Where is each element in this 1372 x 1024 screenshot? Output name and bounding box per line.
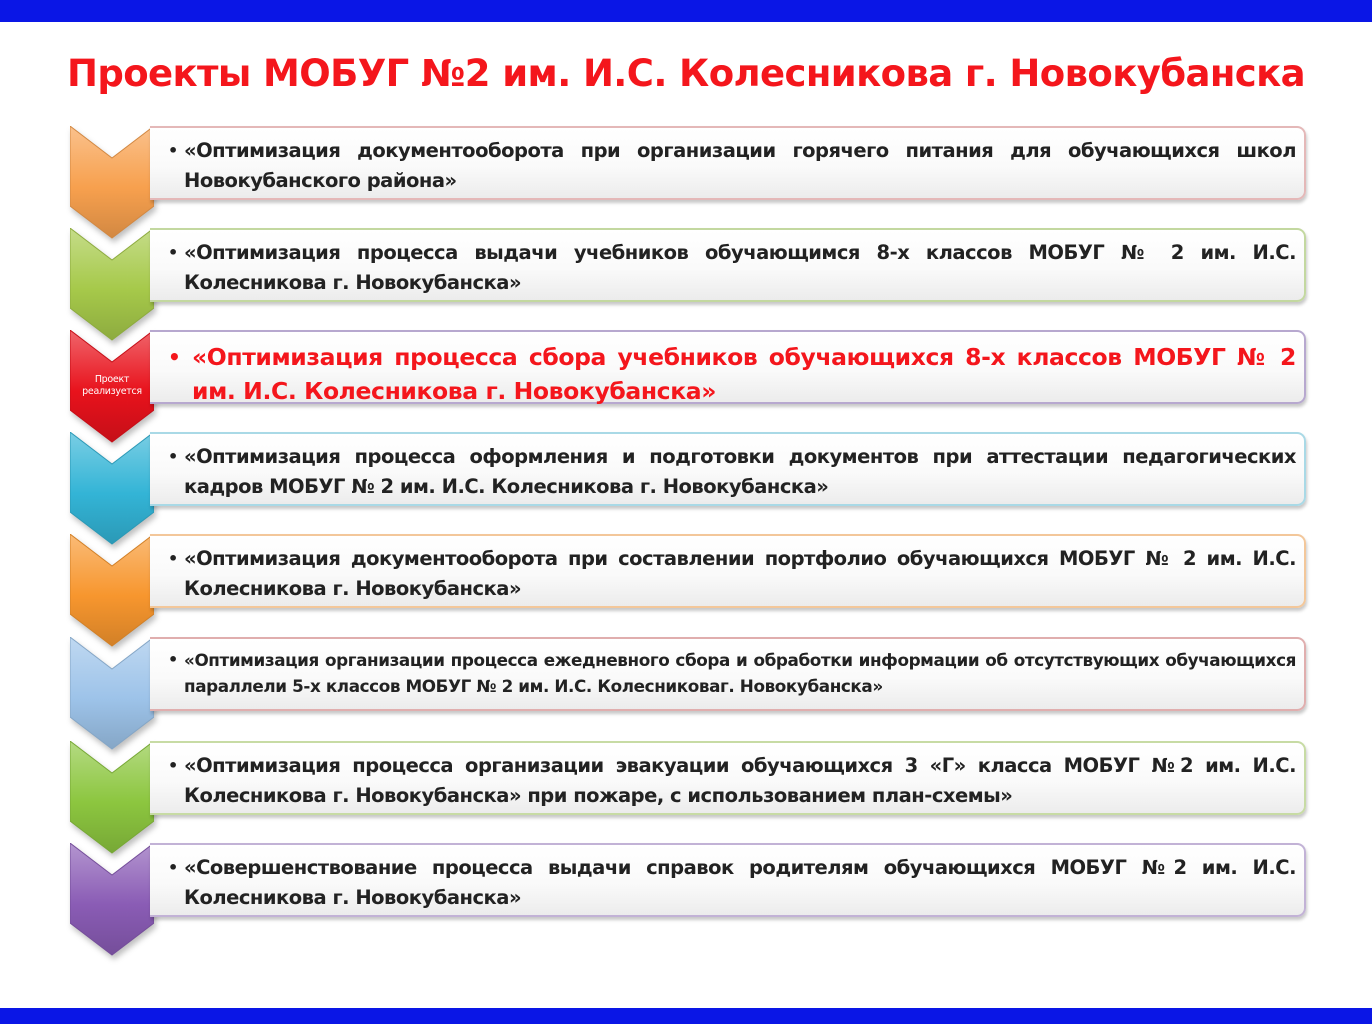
project-text: «Оптимизация процесса организации эвакуации обучающихся 3 «Г» класса МОБУГ №2 им. И.С. Колесникова г. Новокубанска» при пожаре, с использованием план-схемы» bbox=[184, 754, 1296, 807]
project-card bbox=[150, 330, 1306, 404]
project-text: «Совершенствование процесса выдачи справок родителям обучающихся МОБУГ №2 им. И.С. Колесникова г. Новокубанска» bbox=[184, 856, 1296, 909]
project-row bbox=[0, 843, 1372, 963]
bullet-icon: • bbox=[168, 549, 178, 568]
bullet-icon: • bbox=[168, 447, 178, 466]
status-label: Проект реализуется bbox=[82, 374, 142, 397]
project-card bbox=[150, 126, 1306, 200]
chevron-arrow-icon bbox=[70, 534, 154, 648]
project-item bbox=[168, 853, 1296, 913]
project-card bbox=[150, 534, 1306, 608]
project-item bbox=[168, 340, 1296, 408]
project-row bbox=[0, 534, 1372, 654]
project-item bbox=[168, 136, 1296, 196]
project-card bbox=[150, 228, 1306, 302]
project-card bbox=[150, 741, 1306, 815]
bullet-icon: • bbox=[168, 345, 181, 369]
project-item bbox=[168, 751, 1296, 811]
project-row bbox=[0, 637, 1372, 757]
bullet-icon: • bbox=[168, 756, 178, 775]
bullet-icon: • bbox=[168, 141, 178, 160]
project-item bbox=[168, 544, 1296, 604]
bullet-icon: • bbox=[168, 858, 178, 877]
chevron-arrow-icon bbox=[70, 126, 154, 240]
chevron-arrow-icon bbox=[70, 637, 154, 751]
project-item bbox=[168, 238, 1296, 298]
chevron-arrow-icon bbox=[70, 741, 154, 855]
bullet-icon: • bbox=[168, 243, 178, 262]
project-card bbox=[150, 432, 1306, 506]
chevron-arrow-icon bbox=[70, 432, 154, 546]
slide-title: Проекты МОБУГ №2 им. И.С. Колесникова г. Новокубанска bbox=[66, 52, 1306, 95]
bullet-icon: • bbox=[168, 650, 178, 669]
chevron-arrow-icon bbox=[70, 843, 154, 957]
project-text: «Оптимизация документооборота при организации горячего питания для обучающихся школ Новокубанского района» bbox=[184, 139, 1296, 192]
project-text: «Оптимизация процесса оформления и подготовки документов при аттестации педагогических кадров МОБУГ № 2 им. И.С. Колесникова г. Новокубанска» bbox=[184, 445, 1296, 498]
project-card bbox=[150, 843, 1306, 917]
chevron-arrow-icon bbox=[70, 228, 154, 342]
project-text: «Оптимизация процесса сбора учебников обучающихся 8-х классов МОБУГ № 2 им. И.С. Колесникова г. Новокубанска» bbox=[192, 343, 1296, 405]
project-item bbox=[168, 442, 1296, 502]
project-card bbox=[150, 637, 1306, 711]
bottom-band bbox=[0, 1008, 1372, 1024]
project-text: «Оптимизация организации процесса ежедневного сбора и обработки информации об отсутствующих обучающихся параллели 5-х классов МОБУГ № 2 им. И.С. Колесниковаг. Новокубанска» bbox=[184, 650, 1296, 696]
project-text: «Оптимизация процесса выдачи учебников обучающимся 8-х классов МОБУГ № 2 им. И.С. Колесникова г. Новокубанска» bbox=[184, 241, 1296, 294]
project-item bbox=[168, 647, 1296, 699]
project-text: «Оптимизация документооборота при составлении портфолио обучающихся МОБУГ № 2 им. И.С. Колесникова г. Новокубанска» bbox=[184, 547, 1296, 600]
